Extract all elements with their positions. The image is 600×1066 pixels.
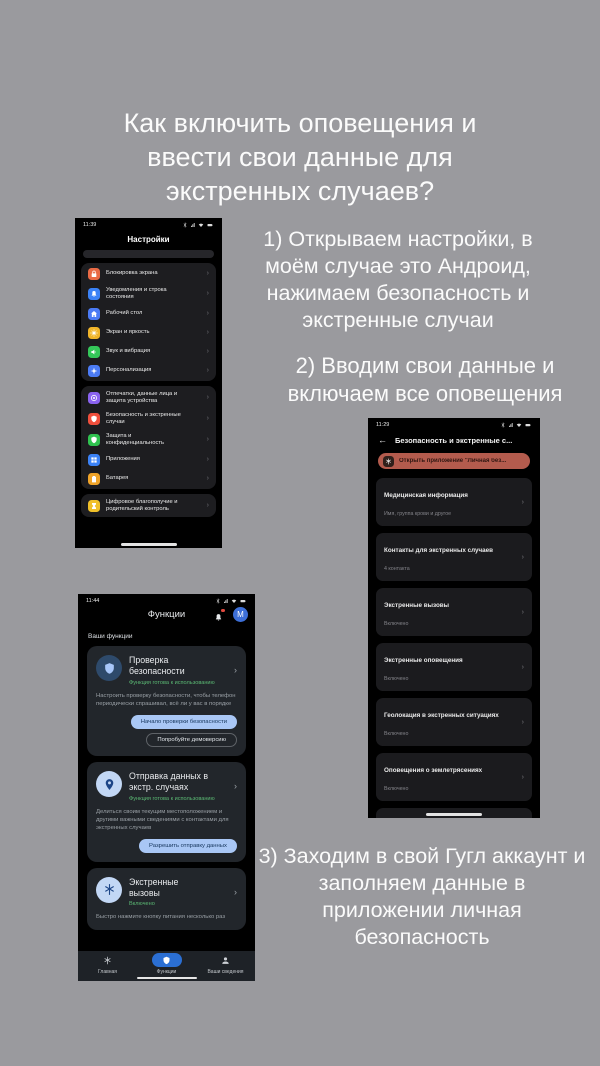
open-personal-safety-button[interactable]: Открыть приложение "Личная без... <box>378 453 530 469</box>
settings-item-home-screen[interactable] <box>81 304 216 323</box>
settings-item-display[interactable] <box>81 323 216 342</box>
emergency-sos-card[interactable]: Экстренные вызовы Включено › Быстро нажмите кнопку питания несколько раз <box>87 868 246 931</box>
chevron-right-icon: › <box>206 394 209 401</box>
fingerprint-icon <box>88 392 100 404</box>
settings-item-personalization[interactable] <box>81 361 216 380</box>
chevron-right-icon: › <box>206 475 209 482</box>
feature-status: Функция готова к использованию <box>129 795 215 802</box>
settings-item-lock-screen[interactable] <box>81 264 216 283</box>
settings-group-3 <box>81 494 216 517</box>
notification-dot <box>221 609 225 613</box>
security-item-emergency-contacts[interactable]: Контакты для экстренных случаев 4 контакта › <box>376 533 532 581</box>
title-line-2: ввести свои данные для <box>147 142 453 172</box>
personal-safety-screenshot <box>78 594 255 981</box>
status-icons <box>500 422 532 428</box>
notifications-icon <box>88 288 100 300</box>
home-indicator[interactable] <box>426 813 482 816</box>
chevron-right-icon: › <box>206 436 209 443</box>
chevron-right-icon: › <box>234 665 237 676</box>
settings-item-label: Батарея <box>106 475 129 481</box>
feature-status: Функция готова к использованию <box>129 679 215 686</box>
security-item-emergency-alerts[interactable]: Экстренные оповещения Включено › <box>376 643 532 691</box>
status-bar <box>78 594 255 604</box>
settings-group-2 <box>81 386 216 489</box>
title-line-3: экстренных случаев? <box>165 176 435 206</box>
battery-icon <box>524 422 532 428</box>
settings-item-apps[interactable] <box>81 450 216 469</box>
clock: 11:39 <box>83 222 97 228</box>
screen-header <box>368 428 540 452</box>
security-screenshot <box>368 418 540 818</box>
allow-sharing-button[interactable]: Разрешить отправку данных <box>139 839 237 853</box>
chevron-right-icon: › <box>521 718 524 726</box>
feature-status: Включено <box>129 901 155 907</box>
safety-star-icon <box>93 953 123 967</box>
status-bar <box>368 418 540 428</box>
settings-item-label: Безопасность и экстренные случаи <box>106 411 181 425</box>
shield-icon <box>152 953 182 967</box>
settings-item-fingerprint[interactable] <box>81 387 216 408</box>
personal-safety-app-icon <box>383 456 394 467</box>
safety-check-card[interactable]: Проверка безопасности Функция готова к использованию › Настроить проверку безопасности, чтобы телефон периодически спрашивал, всё ли у вас в порядке Начало проверки безопасности Попробуйте демоверсию <box>87 646 246 756</box>
settings-item-battery[interactable] <box>81 469 216 488</box>
settings-group-1 <box>81 263 216 381</box>
settings-item-label: Персонализация <box>106 367 152 373</box>
notification-bell-icon[interactable] <box>214 609 224 619</box>
settings-item-label: Рабочий стол <box>106 310 143 316</box>
settings-item-label: Экран и яркость <box>106 329 150 335</box>
clock: 11:44 <box>86 598 100 604</box>
chevron-right-icon: › <box>206 348 209 355</box>
nav-features[interactable]: Функции <box>137 951 196 977</box>
settings-screenshot <box>75 218 222 548</box>
privacy-shield-icon <box>88 434 100 446</box>
wifi-icon <box>198 222 204 228</box>
app-header <box>78 604 255 626</box>
settings-item-label: Цифровое благополучие и родительский контроль <box>106 498 178 512</box>
nav-home[interactable]: Главная <box>78 951 137 977</box>
safety-check-shield-icon <box>96 655 122 681</box>
card-description: Делиться своим текущим местоположением и другими важными сведениями с контактами для экстренных случаев <box>96 808 229 831</box>
chevron-right-icon: › <box>206 502 209 509</box>
security-item-medical-info[interactable]: Медицинская информация Имя, группа крови и другое › <box>376 478 532 526</box>
security-item-emergency-location[interactable]: Геолокация в экстренных ситуациях Включено › <box>376 698 532 746</box>
bluetooth-icon <box>182 222 188 228</box>
chevron-right-icon: › <box>521 663 524 671</box>
chevron-right-icon: › <box>234 781 237 792</box>
signal-icon <box>508 422 514 428</box>
card-description: Быстро нажмите кнопку питания несколько раз <box>96 914 226 920</box>
personalization-icon <box>88 365 100 377</box>
chevron-right-icon: › <box>521 498 524 506</box>
step-2-text: 2) Вводим свои данные и включаем все оповещения <box>287 353 563 406</box>
step-3-text: 3) Заходим в свой Гугл аккаунт и заполняем данные в приложении личная безопасность <box>258 844 586 949</box>
settings-item-label: Отпечатки, данные лица и защита устройства <box>106 390 178 404</box>
back-arrow-icon[interactable]: ← <box>378 435 387 445</box>
settings-item-label: Защита и конфиденциальность <box>106 432 165 446</box>
signal-icon <box>190 222 196 228</box>
person-icon <box>211 953 241 967</box>
clock: 11:29 <box>376 422 390 428</box>
home-indicator[interactable] <box>137 977 197 980</box>
bluetooth-icon <box>500 422 506 428</box>
battery-icon <box>206 222 214 228</box>
settings-item-label: Приложения <box>106 456 140 462</box>
chevron-right-icon: › <box>206 290 209 297</box>
sound-vibration-icon <box>88 346 100 358</box>
settings-item-label: Блокировка экрана <box>106 270 158 276</box>
settings-item-privacy[interactable] <box>81 429 216 450</box>
home-screen-icon <box>88 308 100 320</box>
page-title <box>60 106 540 208</box>
chevron-right-icon: › <box>206 310 209 317</box>
chevron-right-icon: › <box>206 456 209 463</box>
digital-wellbeing-icon <box>88 500 100 512</box>
chevron-right-icon: › <box>206 329 209 336</box>
apps-icon <box>88 454 100 466</box>
nav-your-info[interactable]: Ваши сведения <box>196 951 255 977</box>
display-brightness-icon <box>88 327 100 339</box>
app-title: Функции <box>147 609 186 620</box>
wifi-icon <box>516 422 522 428</box>
settings-item-sound[interactable] <box>81 342 216 361</box>
title-line-1: Как включить оповещения и <box>123 108 477 138</box>
status-bar <box>75 218 222 228</box>
settings-item-security-emergency[interactable] <box>81 408 216 429</box>
home-indicator[interactable] <box>121 543 177 546</box>
screen-title: Безопасность и экстренные с... <box>395 436 513 445</box>
location-sharing-icon <box>96 771 122 797</box>
emergency-sharing-card[interactable]: Отправка данных в экстр. случаях Функция готова к использованию › Делиться своим текущим местоположением и другими важными сведениями с контактами для экстренных случаев Разрешить отправку данных <box>87 762 246 862</box>
section-label: Ваши функции <box>88 633 133 640</box>
step-1-text: 1) Открываем настройки, в моём случае это Андроид, нажимаем безопасность и экстренные случаи <box>263 227 533 332</box>
settings-item-notifications[interactable] <box>81 283 216 304</box>
security-item-earthquake-alerts[interactable]: Оповещения о землетрясениях Включено › <box>376 753 532 801</box>
security-emergency-icon <box>88 413 100 425</box>
chevron-right-icon: › <box>206 415 209 422</box>
battery-icon <box>88 473 100 485</box>
chevron-right-icon: › <box>206 270 209 277</box>
chevron-right-icon: › <box>521 773 524 781</box>
try-demo-button[interactable]: Попробуйте демоверсию <box>146 733 237 747</box>
start-safety-check-button[interactable]: Начало проверки безопасности <box>131 715 237 729</box>
chevron-right-icon: › <box>521 608 524 616</box>
chevron-right-icon: › <box>521 553 524 561</box>
settings-item-digital-wellbeing[interactable] <box>81 495 216 516</box>
lock-screen-icon <box>88 268 100 280</box>
card-description: Настроить проверку безопасности, чтобы телефон периодически спрашивал, всё ли у вас в порядке <box>96 692 236 707</box>
chevron-right-icon: › <box>234 886 237 897</box>
account-avatar[interactable]: M <box>233 607 248 622</box>
settings-title: Настройки <box>127 235 170 244</box>
search-bar-partial[interactable] <box>83 250 214 258</box>
status-icons <box>182 222 214 228</box>
settings-item-label: Уведомления и строка состояния <box>106 286 167 300</box>
emergency-sos-icon <box>96 877 122 903</box>
chevron-right-icon: › <box>206 367 209 374</box>
settings-item-label: Звук и вибрация <box>106 348 151 354</box>
security-item-emergency-calls[interactable]: Экстренные вызовы Включено › <box>376 588 532 636</box>
